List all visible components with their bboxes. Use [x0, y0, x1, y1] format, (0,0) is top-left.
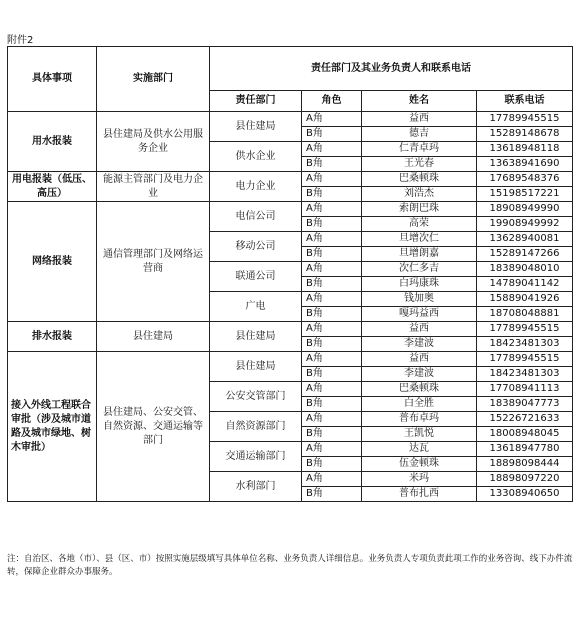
header-name: 姓名: [362, 91, 477, 112]
header-role: 角色: [302, 91, 362, 112]
phone-cell: 13618947780: [477, 442, 573, 457]
dept-cell: 公安交管部门: [210, 382, 302, 412]
name-cell: 巴桑顿珠: [362, 382, 477, 397]
phone-cell: 17789945515: [477, 322, 573, 337]
dept-cell: 自然资源部门: [210, 412, 302, 442]
name-cell: 白玛康珠: [362, 277, 477, 292]
phone-cell: 13628940081: [477, 232, 573, 247]
name-cell: 旦增次仁: [362, 232, 477, 247]
role-cell: B角: [302, 427, 362, 442]
name-cell: 益西: [362, 112, 477, 127]
dept-cell: 水利部门: [210, 472, 302, 502]
name-cell: 伍金顿珠: [362, 457, 477, 472]
role-cell: B角: [302, 277, 362, 292]
table-row: [8, 202, 573, 217]
role-cell: A角: [302, 472, 362, 487]
dept-cell: 电信公司: [210, 202, 302, 232]
role-cell: B角: [302, 367, 362, 382]
role-cell: A角: [302, 382, 362, 397]
phone-cell: 18898097220: [477, 472, 573, 487]
role-cell: B角: [302, 247, 362, 262]
phone-cell: 19908949992: [477, 217, 573, 232]
phone-cell: 18389048010: [477, 262, 573, 277]
name-cell: 高荣: [362, 217, 477, 232]
name-cell: 李建波: [362, 367, 477, 382]
dept-cell: 交通运输部门: [210, 442, 302, 472]
table-row: [8, 112, 573, 127]
phone-cell: 17789945515: [477, 352, 573, 367]
phone-cell: 15889041926: [477, 292, 573, 307]
role-cell: A角: [302, 352, 362, 367]
dept-cell: 电力企业: [210, 172, 302, 202]
table-row: [8, 172, 573, 187]
name-cell: 旦增朗嘉: [362, 247, 477, 262]
dept-cell: 广电: [210, 292, 302, 322]
phone-cell: 18423481303: [477, 367, 573, 382]
phone-cell: 14789041142: [477, 277, 573, 292]
phone-cell: 17689548376: [477, 172, 573, 187]
footnote: 注：自治区、各地（市）、县（区、市）按照实施层级填写具体单位名称、业务负责人详细信息。业务负责人专项负责此项工作的业务咨询、线下办件流转，保障企业群众办事服务。: [7, 554, 573, 577]
table-row: [8, 322, 573, 337]
item-drainage: 排水报装: [8, 322, 97, 352]
phone-cell: 18898098444: [477, 457, 573, 472]
role-cell: A角: [302, 112, 362, 127]
name-cell: 次仁多吉: [362, 262, 477, 277]
phone-cell: 13308940650: [477, 487, 573, 502]
phone-cell: 18008948045: [477, 427, 573, 442]
name-cell: 刘浩杰: [362, 187, 477, 202]
name-cell: 普布卓玛: [362, 412, 477, 427]
phone-cell: 18389047773: [477, 397, 573, 412]
name-cell: 李建波: [362, 337, 477, 352]
name-cell: 德吉: [362, 127, 477, 142]
phone-cell: 18908949990: [477, 202, 573, 217]
phone-cell: 15289147266: [477, 247, 573, 262]
phone-cell: 15198517221: [477, 187, 573, 202]
role-cell: B角: [302, 157, 362, 172]
role-cell: A角: [302, 412, 362, 427]
role-cell: B角: [302, 487, 362, 502]
table-row: [8, 352, 573, 367]
header-phone: 联系电话: [477, 91, 573, 112]
implementer-water: 县住建局及供水公用服务企业: [97, 112, 210, 172]
role-cell: A角: [302, 262, 362, 277]
role-cell: A角: [302, 442, 362, 457]
item-water: 用水报装: [8, 112, 97, 172]
role-cell: B角: [302, 187, 362, 202]
dept-cell: 县住建局: [210, 322, 302, 352]
item-network: 网络报装: [8, 202, 97, 322]
name-cell: 益西: [362, 322, 477, 337]
phone-cell: 13638941690: [477, 157, 573, 172]
name-cell: 索朗巴珠: [362, 202, 477, 217]
dept-cell: 移动公司: [210, 232, 302, 262]
phone-cell: 15289148678: [477, 127, 573, 142]
implementer-power: 能源主管部门及电力企业: [97, 172, 210, 202]
item-power: 用电报装（低压、高压）: [8, 172, 97, 202]
name-cell: 普布扎西: [362, 487, 477, 502]
header-implementer: 实施部门: [97, 47, 210, 112]
name-cell: 达瓦: [362, 442, 477, 457]
name-cell: 益西: [362, 352, 477, 367]
responsibility-table: [7, 46, 573, 502]
role-cell: B角: [302, 337, 362, 352]
name-cell: 王光春: [362, 157, 477, 172]
role-cell: B角: [302, 397, 362, 412]
name-cell: 米玛: [362, 472, 477, 487]
phone-cell: 17708941113: [477, 382, 573, 397]
header-responsible: 责任部门及其业务负责人和联系电话: [210, 47, 573, 91]
name-cell: 白全胜: [362, 397, 477, 412]
phone-cell: 17789945515: [477, 112, 573, 127]
role-cell: A角: [302, 202, 362, 217]
implementer-drainage: 县住建局: [97, 322, 210, 352]
item-external-line: 接入外线工程联合审批（涉及城市道路及城市绿地、树木审批）: [8, 352, 97, 502]
implementer-external-line: 县住建局、公安交管、自然资源、交通运输等部门: [97, 352, 210, 502]
name-cell: 巴桑顿珠: [362, 172, 477, 187]
dept-cell: 县住建局: [210, 352, 302, 382]
header-row-1: [8, 47, 573, 91]
phone-cell: 18423481303: [477, 337, 573, 352]
dept-cell: 县住建局: [210, 112, 302, 142]
role-cell: B角: [302, 457, 362, 472]
role-cell: B角: [302, 127, 362, 142]
phone-cell: 15226721633: [477, 412, 573, 427]
role-cell: A角: [302, 232, 362, 247]
role-cell: B角: [302, 217, 362, 232]
role-cell: A角: [302, 292, 362, 307]
role-cell: B角: [302, 307, 362, 322]
name-cell: 仁青卓玛: [362, 142, 477, 157]
name-cell: 嘎玛益西: [362, 307, 477, 322]
dept-cell: 联通公司: [210, 262, 302, 292]
role-cell: A角: [302, 142, 362, 157]
phone-cell: 18708048881: [477, 307, 573, 322]
name-cell: 王凯悦: [362, 427, 477, 442]
header-dept: 责任部门: [210, 91, 302, 112]
phone-cell: 13618948118: [477, 142, 573, 157]
role-cell: A角: [302, 172, 362, 187]
name-cell: 钱加奥: [362, 292, 477, 307]
header-item: 具体事项: [8, 47, 97, 112]
implementer-network: 通信管理部门及网络运营商: [97, 202, 210, 322]
dept-cell: 供水企业: [210, 142, 302, 172]
attachment-label: 附件2: [7, 35, 34, 46]
role-cell: A角: [302, 322, 362, 337]
